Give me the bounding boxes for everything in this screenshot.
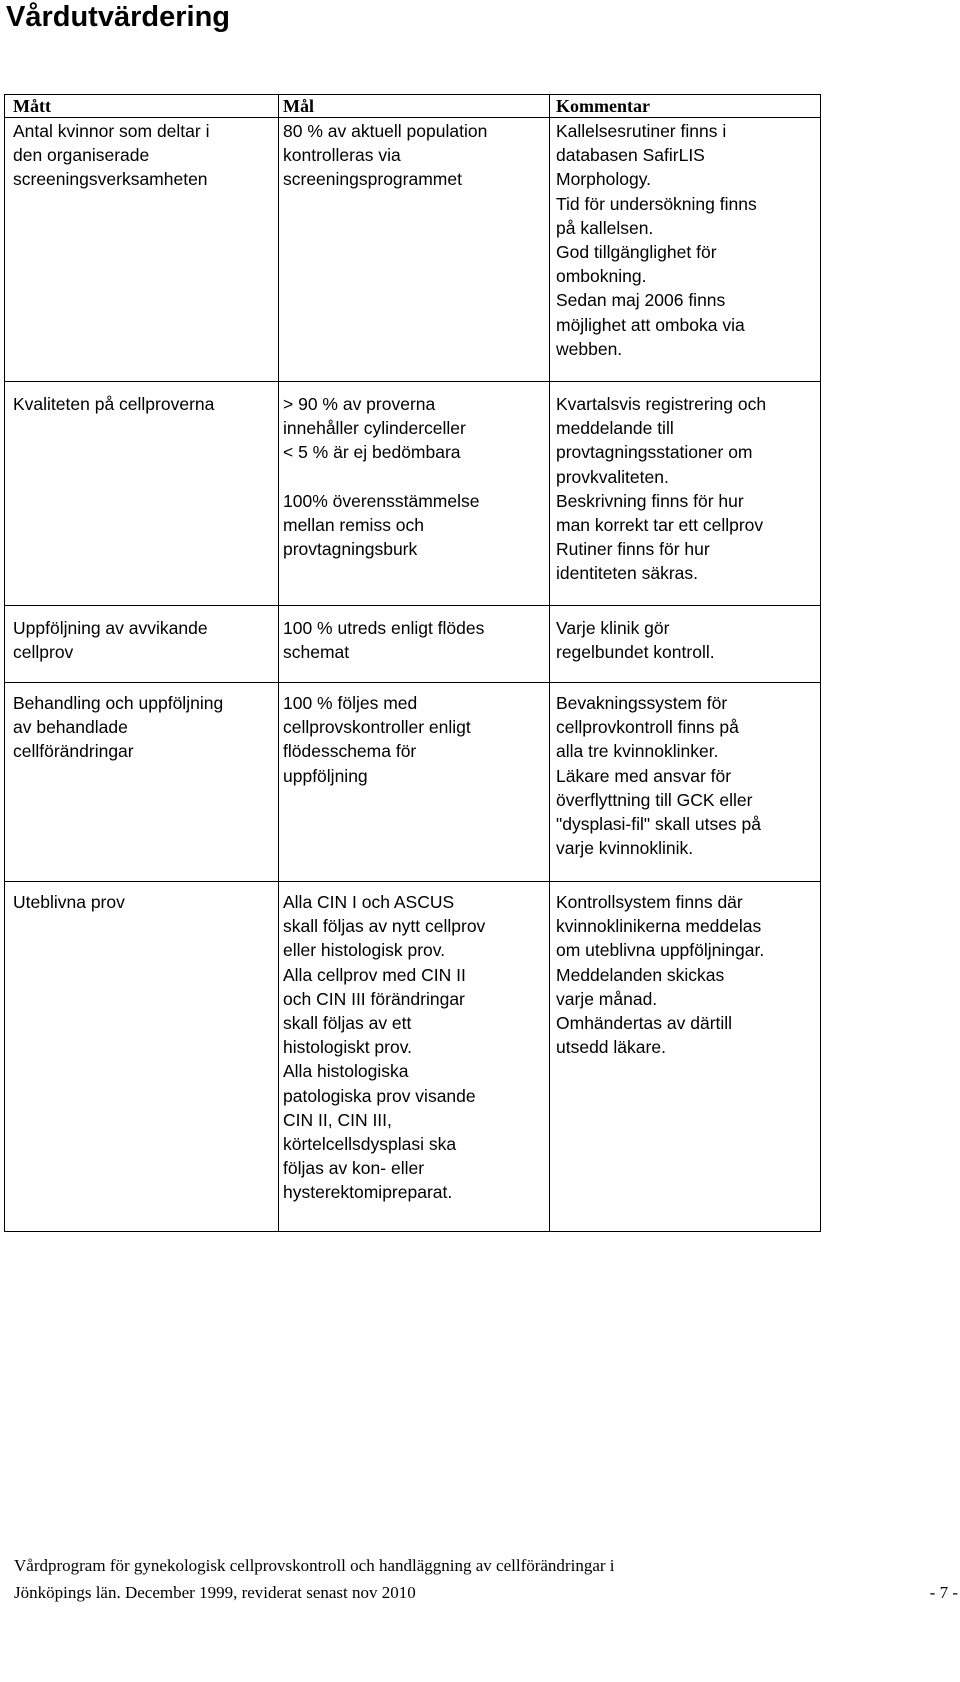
cell-text-line: kontrolleras via: [283, 145, 401, 166]
cell-text-line: webben.: [556, 338, 623, 359]
cell-text-line: Rutiner finns för hur: [556, 539, 710, 560]
cell-text-line: cellprovskontroller enligt: [283, 717, 471, 738]
cell-text-line: Beskrivning finns för hur: [556, 490, 744, 511]
header-kommentar: Kommentar: [550, 95, 821, 118]
cell-text-line: provkvaliteten.: [556, 466, 669, 487]
cell-text-line: den organiserade: [13, 145, 150, 166]
cell-text-line: Varje klinik gör: [556, 618, 670, 638]
cell-text-line: cellförändringar: [13, 741, 134, 762]
cell-text-line: innehåller cylinderceller: [283, 418, 466, 439]
cell-text-line: Läkare med ansvar för: [556, 765, 732, 786]
cell-text-line: varje kvinnoklinik.: [556, 838, 694, 859]
table-body: [5, 118, 821, 1232]
cell-text-line: Meddelanden skickas: [556, 964, 725, 985]
cell-text-line: Kvaliteten på cellproverna: [13, 394, 215, 414]
cell-text-line: och CIN III förändringar: [283, 988, 465, 1009]
cell-text-line: körtelcellsdysplasi ska: [283, 1134, 457, 1155]
cell-text-line: Tid för undersökning finns: [556, 193, 757, 214]
cell-text-line: Alla histologiska: [283, 1061, 409, 1082]
cell-text-line: schemat: [283, 642, 350, 663]
cell-kommentar: [550, 606, 821, 683]
cell-text-line: < 5 % är ej bedömbara: [283, 442, 461, 463]
cell-text-line: 80 % av aktuell population: [283, 121, 488, 141]
cell-text-line: man korrekt tar ett cellprov: [556, 515, 764, 536]
cell-text-line: Uteblivna prov: [13, 892, 125, 912]
cell-text-line: flödesschema för: [283, 741, 417, 762]
cell-text-line: Sedan maj 2006 finns: [556, 290, 726, 311]
footer-line-1: Vårdprogram för gynekologisk cellprovskontroll och handläggning av cellförändringar i: [14, 1556, 615, 1575]
cell-kommentar: [550, 882, 821, 1232]
cell-text-line: Omhändertas av därtill: [556, 1013, 733, 1034]
cell-text-line: histologiskt prov.: [283, 1037, 413, 1058]
cell-text-line: alla tre kvinnoklinker.: [556, 741, 719, 762]
cell-text-line: provtagningsburk: [283, 539, 418, 560]
cell-text-line: Bevakningssystem för: [556, 693, 728, 713]
cell-text-line: Kallelsesrutiner finns i: [556, 121, 727, 141]
table-row: [5, 118, 821, 382]
cell-matt: [5, 882, 279, 1232]
cell-matt: [5, 606, 279, 683]
cell-mal: [279, 118, 550, 382]
page-footer: [14, 1552, 958, 1606]
cell-text-line: uppföljning: [283, 765, 368, 786]
cell-text-line: 100% överensstämmelse: [283, 490, 480, 511]
cell-text-line: databasen SafirLIS: [556, 145, 705, 166]
cell-text-line: eller histologisk prov.: [283, 940, 446, 961]
cell-mal: [279, 606, 550, 683]
footer-line-2: [14, 1579, 958, 1606]
cell-text-line: Antal kvinnor som deltar i: [13, 121, 210, 141]
cell-text-line: screeningsverksamheten: [13, 169, 208, 190]
cell-text-line: cellprovkontroll finns på: [556, 717, 739, 738]
cell-matt: [5, 683, 279, 882]
cell-text-line: identiteten säkras.: [556, 563, 699, 584]
cell-kommentar: [550, 683, 821, 882]
cell-text-line: God tillgänglighet för: [556, 242, 717, 263]
cell-mal: [279, 683, 550, 882]
page-title: Vårdutvärdering: [6, 1, 230, 33]
cell-text-line: skall följas av ett: [283, 1013, 412, 1034]
footer-date: Jönköpings län. December 1999, reviderat senast nov 2010: [14, 1583, 416, 1602]
evaluation-table: [4, 94, 821, 1232]
page-number: - 7 -: [929, 1583, 958, 1602]
cell-text-line: Alla cellprov med CIN II: [283, 964, 466, 985]
header-matt: Mått: [5, 95, 279, 118]
cell-text-line: meddelande till: [556, 418, 674, 439]
cell-text-line: överflyttning till GCK eller: [556, 789, 753, 810]
cell-text-line: kvinnoklinikerna meddelas: [556, 916, 762, 937]
cell-text-line: mellan remiss och: [283, 514, 425, 535]
cell-gap: [283, 465, 545, 489]
cell-text-line: Kvartalsvis registrering och: [556, 394, 767, 414]
cell-text-line: skall följas av nytt cellprov: [283, 916, 486, 937]
cell-text-line: Kontrollsystem finns där: [556, 892, 743, 912]
cell-matt: [5, 382, 279, 606]
table-row: [5, 683, 821, 882]
cell-text-line: av behandlade: [13, 717, 128, 738]
cell-text-line: följas av kon- eller: [283, 1158, 425, 1179]
cell-text-line: regelbundet kontroll.: [556, 642, 715, 663]
cell-kommentar: [550, 118, 821, 382]
cell-text-line: utsedd läkare.: [556, 1037, 666, 1058]
cell-matt: [5, 118, 279, 382]
cell-text-line: patologiska prov visande: [283, 1085, 476, 1106]
cell-text-line: möjlighet att omboka via: [556, 314, 745, 335]
cell-text-line: Alla CIN I och ASCUS: [283, 892, 455, 912]
cell-kommentar: [550, 382, 821, 606]
cell-text-line: CIN II, CIN III,: [283, 1109, 392, 1130]
cell-text-line: 100 % utreds enligt flödes: [283, 618, 485, 638]
cell-mal: [279, 382, 550, 606]
cell-text-line: ombokning.: [556, 266, 647, 287]
table-row: [5, 882, 821, 1232]
cell-text-line: på kallelsen.: [556, 217, 654, 238]
cell-text-line: screeningsprogrammet: [283, 169, 462, 190]
table-row: [5, 606, 821, 683]
cell-text-line: hysterektomipreparat.: [283, 1182, 453, 1203]
header-mal: Mål: [279, 95, 550, 118]
cell-text-line: > 90 % av proverna: [283, 394, 436, 414]
table-row: [5, 382, 821, 606]
cell-text-line: cellprov: [13, 642, 74, 663]
cell-text-line: varje månad.: [556, 988, 658, 1009]
cell-text-line: Morphology.: [556, 169, 652, 190]
table-header-row: [5, 95, 821, 118]
cell-mal: [279, 882, 550, 1232]
cell-text-line: 100 % följes med: [283, 693, 418, 713]
cell-text-line: Behandling och uppföljning: [13, 693, 224, 713]
cell-text-line: provtagningsstationer om: [556, 442, 753, 463]
cell-text-line: Uppföljning av avvikande: [13, 618, 208, 638]
cell-text-line: om uteblivna uppföljningar.: [556, 940, 765, 961]
cell-text-line: "dysplasi-fil" skall utses på: [556, 814, 762, 835]
